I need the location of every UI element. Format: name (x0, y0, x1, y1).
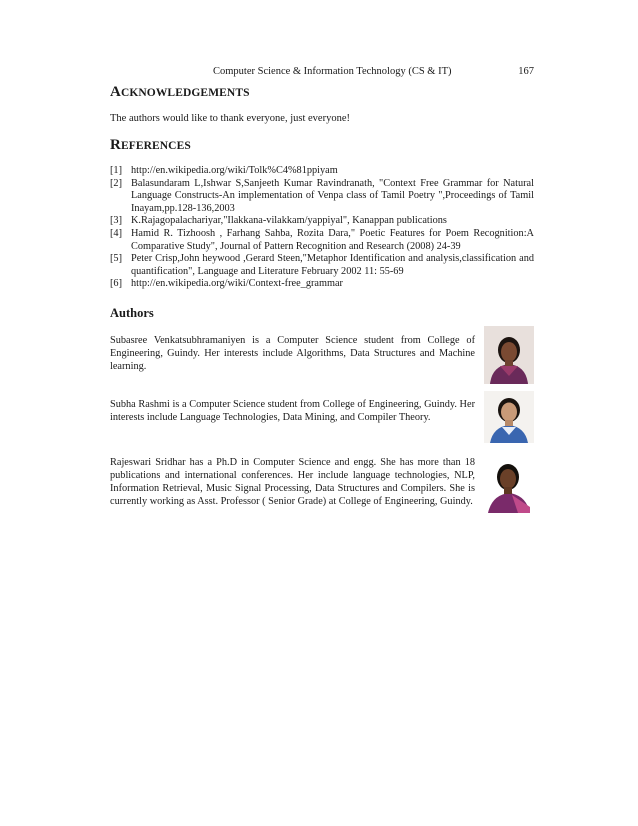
acknowledgements-text: The authors would like to thank everyone, just everyone! (110, 113, 350, 124)
author-photo-1-image (484, 326, 534, 384)
reference-list (110, 165, 534, 291)
references-heading-initial: R (110, 137, 121, 153)
reference-number: [5] (110, 253, 123, 265)
reference-text: Balasundaram L,Ishwar S,Sanjeeth Kumar Ravindranath, "Context Free Grammar for Natural Language Constructs-An implementation of Venpa class of Tamil Poetry ",Proceedings of Tamil Inayam,pp.128-136,2003 (131, 177, 534, 214)
reference-item (110, 165, 534, 178)
references-heading-rest: EFERENCES (120, 140, 191, 152)
reference-number: [4] (110, 227, 123, 239)
author-photo-1 (484, 326, 534, 384)
reference-item (110, 278, 534, 291)
reference-item (110, 178, 534, 216)
journal-title: Computer Science & Information Technology (CS & IT) (213, 66, 452, 77)
authors-heading: Authors (110, 306, 154, 320)
acknowledgements-heading-initial: A (110, 84, 121, 100)
author-photo-2 (484, 391, 534, 443)
author-photo-3 (484, 455, 534, 513)
reference-number: [6] (110, 278, 123, 290)
reference-number: [2] (110, 177, 123, 189)
acknowledgements-heading (110, 84, 250, 101)
page-number: 167 (518, 66, 534, 77)
reference-item (110, 215, 534, 228)
reference-number: [1] (110, 165, 123, 176)
reference-text: K.Rajagopalachariyar,"Ilakkana-vilakkam/yappiyal", Kanappan publications (131, 215, 447, 227)
reference-text: http://en.wikipedia.org/wiki/Tolk%C4%81ppiyam (131, 165, 338, 176)
author-bio-3: Rajeswari Sridhar has a Ph.D in Computer Science and engg. She has more than 18 publications and international conferences. Her include language technologies, NLP, Information Retrieval, Music Signal Processing, Data Structures and Compilers. She is currently working as Asst. Professor ( Senior Grade) at College of Engineering, Guindy. (110, 457, 475, 507)
references-heading (110, 137, 191, 154)
reference-item (110, 228, 534, 253)
author-photo-3-image (484, 455, 534, 513)
reference-text: Hamid R. Tizhoosh , Farhang Sahba, Rozita Dara," Poetic Features for Poem Recognition:A Comparative Study", Journal of Pattern Recognition and Research (2008) 24-39 (131, 227, 534, 252)
acknowledgements-heading-rest: CKNOWLEDGEMENTS (120, 87, 250, 99)
reference-text: Peter Crisp,John heywood ,Gerard Steen,"Metaphor Identification and analysis,classification and quantification", Language and Literature February 2002 11: 55-69 (131, 253, 534, 277)
reference-item (110, 253, 534, 278)
author-photo-2-image (484, 391, 534, 443)
author-bio-2: Subha Rashmi is a Computer Science student from College of Engineering, Guindy. Her interests include Language Technologies, Data Mining, and Compiler Theory. (110, 399, 475, 423)
reference-text: http://en.wikipedia.org/wiki/Context-free_grammar (131, 278, 343, 290)
author-bio-1: Subasree Venkatsubhramaniyen is a Computer Science student from College of Engineering, Guindy. Her interests include Algorithms, Data Structures and Machine learning. (110, 335, 475, 372)
reference-number: [3] (110, 215, 123, 227)
